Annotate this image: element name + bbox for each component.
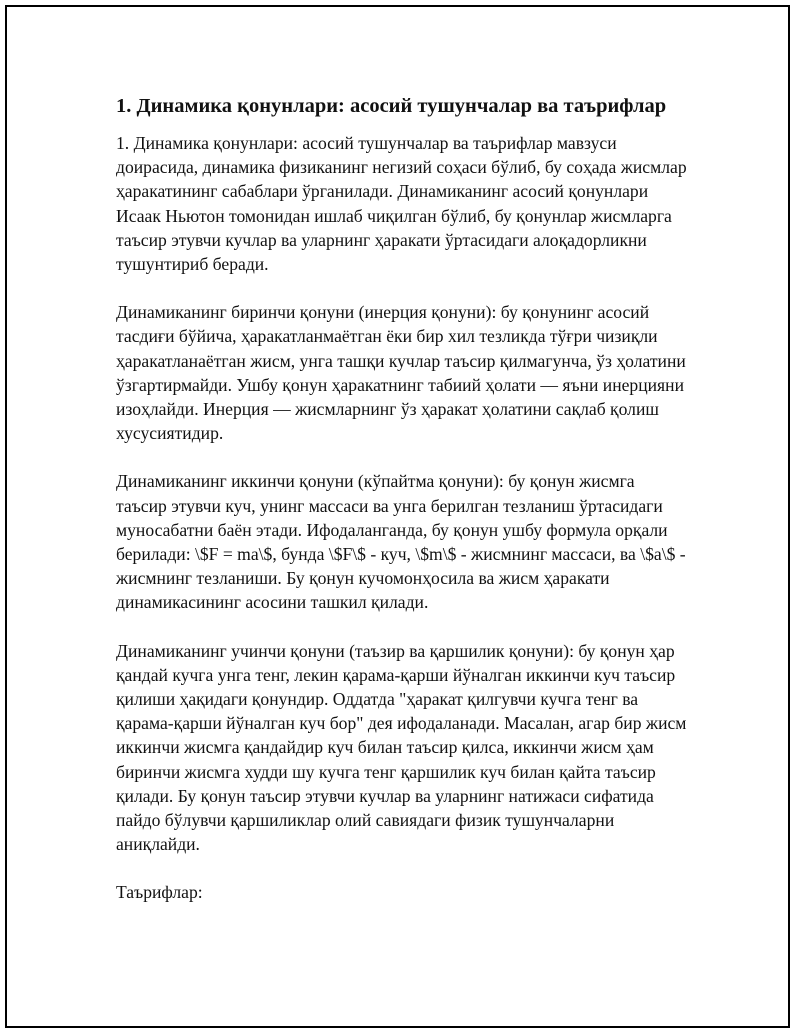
document-body — [116, 92, 688, 929]
paragraph-intro: 1. Динамика қонунлари: асосий тушунчалар ва таърифлар мавзуси доирасида, динамика физиканинг негизий соҳаси бўлиб, бу соҳада жисмлар ҳаракатининг сабаблари ўрганилади. Динамиканинг асосий қонунлари Исаак Ньютон томонидан ишлаб чиқилган бўлиб, бу қонунлар жисмларга таъсир этувчи кучлар ва уларнинг ҳаракати ўртасидаги алоқадорликни тушунтириб беради. — [116, 133, 687, 275]
paragraph-definitions-label: Таърифлар: — [116, 882, 203, 903]
paragraph-third-law: Динамиканинг учинчи қонуни (таъзир ва қаршилик қонуни): бу қонун ҳар қандай кучга унга тенг, лекин қарама-қарши йўналган иккинчи куч таъсир қилиши ҳақидаги қонундир. Оддатда "ҳаракат қилгувчи кучга тенг ва қарама-қарши йўналган куч бор" дея ифодаланади. Масалан, агар бир жисм иккинчи жисмга қандайдир куч билан таъсир қилса, иккинчи жисм ҳам биринчи жисмга худди шу кучга тенг қаршилик куч билан қайта таъсир қилади. Бу қонун таъсир этувчи кучлар ва уларнинг натижаси сифатида пайдо бўлувчи қаршиликлар олий савиядаги физик тушунчаларни аниқлайди. — [116, 640, 687, 855]
paragraph-first-law: Динамиканинг биринчи қонуни (инерция қонуни): бу қонунинг асосий тасдиғи бўйича, ҳаракатланмаётган ёки бир хил тезликда тўғри чизиқли ҳаракатланаётган жисм, унга ташқи кучлар таъсир қилмагунча, ўз ҳолатини ўзгартирмайди. Ушбу қонун ҳаракатнинг табиий ҳолати — яъни инерцияни изоҳлайди. Инерция — жисмларнинг ўз ҳаракат ҳолатини сақлаб қолиш хусусиятидир. — [116, 302, 686, 444]
paragraph-second-law: Динамиканинг иккинчи қонуни (кўпайтма қонуни): бу қонун жисмга таъсир этувчи куч, унинг массаси ва унга берилган тезланиш ўртасидаги муносабатни баён этади. Ифодаланганда, бу қонун ушбу формула орқали берилади: \$F = ma\$, бунда \$F\$ - куч, \$m\$ - жисмнинг массаси, ва \$a\$ - жисмнинг тезланиши. Бу қонун кучомонҳосила ва жисм ҳаракати динамикасининг асосини ташкил қилади. — [116, 471, 686, 613]
section-heading: 1. Динамика қонунлари: асосий тушунчалар ва таърифлар — [116, 95, 667, 117]
